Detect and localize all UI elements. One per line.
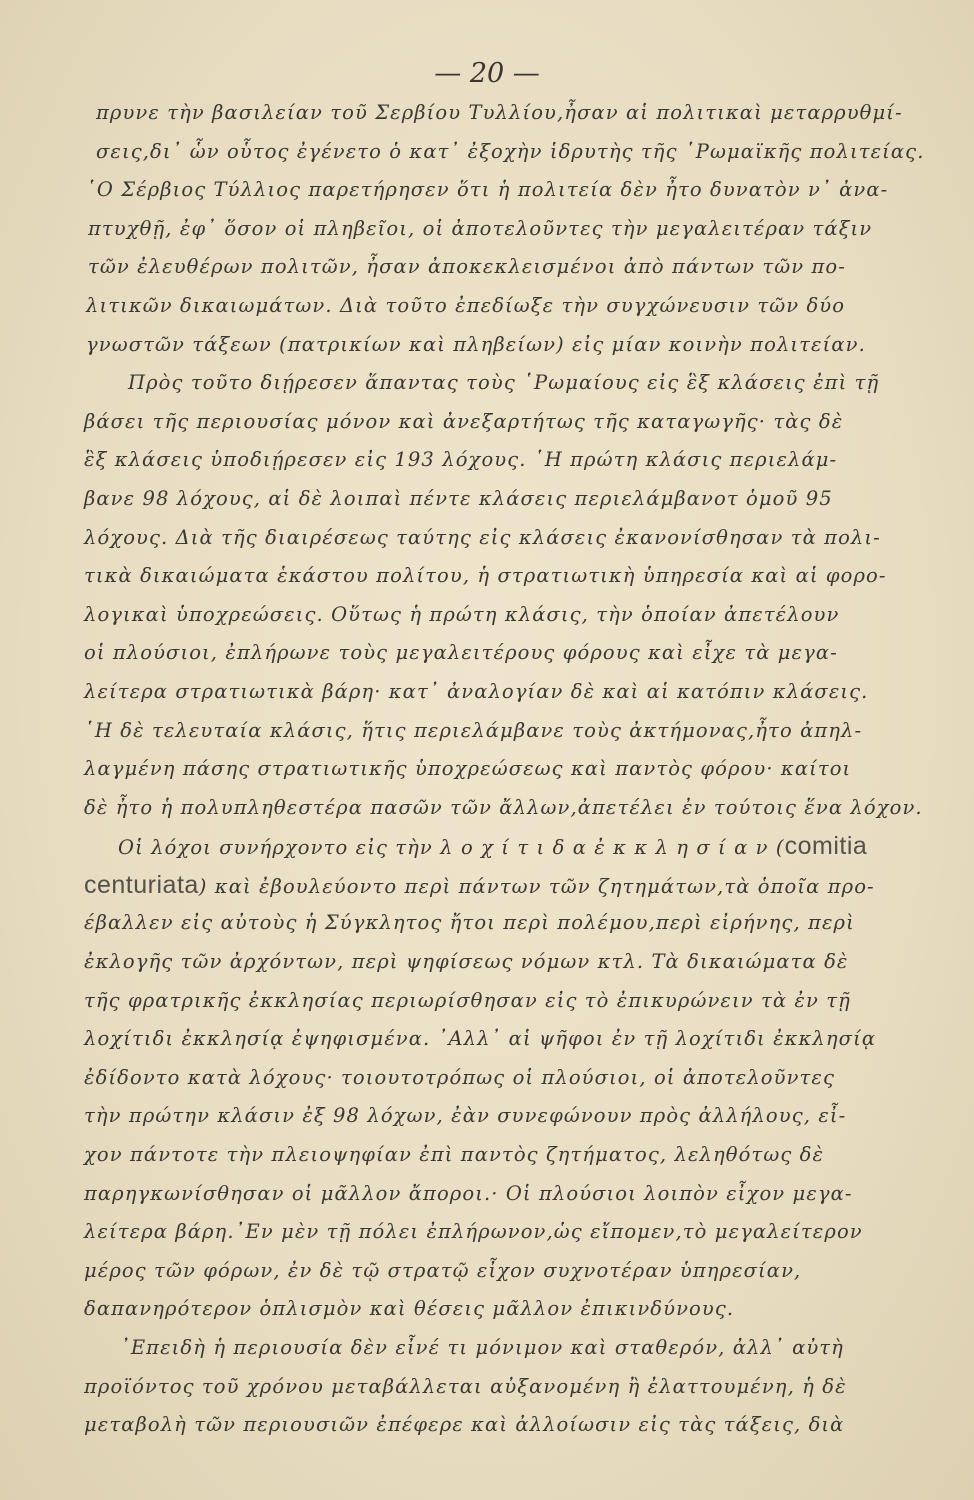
line-text: ἓξ κλάσεις ὑποδιῄρεσεν εἰς 193 λόχους. ῾Η πρώτη κλάσις περιελάμ- (84, 448, 838, 472)
text-line (76, 326, 926, 365)
line-text: λογικαὶ ὑποχρεώσεις. Οὕτως ἡ πρώτη κλάσις, τὴν ὁποίαν ἀπετέλουν (84, 602, 840, 626)
line-text: ᾿Επειδὴ ἡ περιουσία δὲν εἶνέ τι μόνιμον καὶ σταθερόν, ἀλλ᾽ αὐτὴ (120, 1336, 844, 1359)
line-text: λείτερα στρατιωτικὰ βάρη· κατ᾽ ἀναλογίαν δὲ καὶ αἱ κατόπιν κλάσεις. (84, 679, 869, 703)
text-line (76, 1097, 926, 1136)
text-line (76, 248, 926, 287)
line-text: τὴν πρώτην κλάσιν ἐξ 98 λόχων, ἐὰν συνεφώνουν πρὸς ἀλλήλους, εἶ- (84, 1104, 847, 1128)
text-line (76, 634, 926, 673)
line-text: ἐκλογῆς τῶν ἀρχόντων, περὶ ψηφίσεως νόμων κτλ. Τὰ δικαιώματα δὲ (84, 950, 849, 974)
text-line (76, 171, 926, 210)
text-line (76, 1213, 926, 1252)
line-text: βανε 98 λόχους, αἱ δὲ λοιπαὶ πέντε κλάσεις περιελάμβανοτ ὁμοῦ 95 (84, 486, 833, 510)
body-text (76, 94, 926, 1445)
line-text: ) καὶ ἐβουλεύοντο περὶ πάντων τῶν ζητημάτων,τὰ ὁποῖα προ- (198, 874, 875, 898)
line-text: προϊόντος τοῦ χρόνου μεταβάλλεται αὐξανομένη ἢ ἐλαττουμένη, ἡ δὲ (84, 1374, 847, 1398)
line-text: βάσει τῆς περιουσίας μόνον καὶ ἀνεξαρτήτως τῆς καταγωγῆς· τὰς δὲ (84, 409, 844, 433)
line-text: πρυνε τὴν βασιλείαν τοῦ Σερβίου Τυλλίου,ἦσαν αἱ πολιτικαὶ μεταρρυθμί- (96, 101, 903, 124)
text-line (76, 1252, 926, 1291)
text-line (76, 712, 926, 751)
line-text: μεταβολὴ τῶν περιουσιῶν ἐπέφερε καὶ ἀλλοίωσιν εἰς τὰς τάξεις, διὰ (84, 1413, 845, 1437)
text-line (76, 519, 926, 558)
line-text: οἱ πλούσιοι, ἐπλήρωνε τοὺς μεγαλειτέρους φόρους καὶ εἶχε τὰ μεγα- (84, 641, 838, 665)
text-line (76, 596, 926, 635)
text-line (76, 94, 926, 133)
text-line (76, 1175, 926, 1214)
line-text: τῆς φρατρικῆς ἐκκλησίας περιωρίσθησαν εἰς τὸ ἐπικυρώνειν τὰ ἐν τῇ (84, 988, 851, 1012)
line-text: λαγμένη πάσης στρατιωτικῆς ὑποχρεώσεως καὶ παντὸς φόρου· καίτοι (84, 757, 852, 781)
text-line (76, 904, 926, 943)
line-text: παρηγκωνίσθησαν οἱ μᾶλλον ἄποροι.· Οἱ πλούσιοι λοιπὸν εἶχον μεγα- (84, 1181, 853, 1205)
text-line (76, 1406, 926, 1445)
line-text: λείτερα βάρη.᾽Εν μὲν τῇ πόλει ἐπλήρωνον,ὡς εἴπομεν,τὸ μεγαλείτερον (84, 1220, 863, 1244)
text-line (76, 943, 926, 982)
line-text: λιτικῶν δικαιωμάτων. Διὰ τοῦτο ἐπεδίωξε τὴν συγχώνευσιν τῶν δύο (86, 293, 846, 317)
text-line (76, 1368, 926, 1407)
text-line (76, 403, 926, 442)
text-line (76, 1020, 926, 1059)
text-line (76, 557, 926, 596)
text-line (76, 673, 926, 712)
page-number: — 20 — (434, 58, 540, 89)
text-line (76, 866, 926, 905)
line-text: ῾Η δὲ τελευταία κλάσις, ἥτις περιελάμβανε τοὺς ἀκτήμονας,ἦτο ἀπηλ- (84, 718, 863, 742)
latin-term: centuriata (84, 870, 199, 899)
line-text: δαπανηρότερον ὁπλισμὸν καὶ θέσεις μᾶλλον ἐπικινδύνους. (84, 1297, 735, 1321)
text-line (76, 441, 926, 480)
line-text: δὲ ἦτο ἡ πολυπληθεστέρα πασῶν τῶν ἄλλων,ἀπετέλει ἐν τούτοις ἕνα λόχον. (84, 795, 923, 819)
line-text: λόχους. Διὰ τῆς διαιρέσεως ταύτης εἰς κλάσεις ἐκανονίσθησαν τὰ πολι- (84, 525, 881, 549)
line-text: τῶν ἐλευθέρων πολιτῶν, ἦσαν ἀποκεκλεισμένοι ἀπὸ πάντων τῶν πο- (88, 255, 846, 279)
text-line (76, 1290, 926, 1329)
line-text: σεις,δι᾽ ὧν οὗτος ἐγένετο ὁ κατ᾽ ἐξοχὴν ἱδρυτὴς τῆς ῾Ρωμαϊκῆς πολιτείας. (96, 139, 925, 163)
text-line (76, 480, 926, 519)
text-line (76, 364, 926, 403)
line-text: πτυχθῇ, ἐφ᾽ ὅσον οἱ πληβεῖοι, οἱ ἀποτελοῦντες τὴν μεγαλειτέραν τάξιν (88, 216, 873, 240)
line-text: τικὰ δικαιώματα ἑκάστου πολίτου, ἡ στρατιωτικὴ ὑπηρεσία καὶ αἱ φορο- (84, 564, 887, 588)
text-line (76, 210, 926, 249)
latin-term: comitia (784, 832, 868, 861)
text-line (76, 287, 926, 326)
text-line (76, 1059, 926, 1098)
line-text: ἐδίδοντο κατὰ λόχους· τοιουτοτρόπως οἱ πλούσιοι, οἱ ἀποτελοῦντες (84, 1065, 836, 1089)
line-text: έβαλλεν εἰς αὐτοὺς ἡ Σύγκλητος ἤτοι περὶ πολέμου,περὶ εἰρήνης, περὶ (84, 911, 855, 935)
text-line (76, 827, 926, 866)
line-text: χον πάντοτε τὴν πλειοψηφίαν ἐπὶ παντὸς ζητήματος, λεληθότως δὲ (84, 1143, 825, 1167)
text-line (76, 789, 926, 828)
text-line (76, 1329, 926, 1368)
line-text: γνωστῶν τάξεων (πατρικίων καὶ πληβείων) εἰς μίαν κοινὴν πολιτείαν. (86, 332, 866, 356)
text-line (76, 750, 926, 789)
text-line (76, 133, 926, 172)
line-text: Οἱ λόχοι συνήρχοντο εἰς τὴν λ ο χ ί τ ι δ α ἐ κ κ λ η σ ί α ν ( (118, 836, 785, 860)
text-line (76, 1136, 926, 1175)
line-text: μέρος τῶν φόρων, ἐν δὲ τῷ στρατῷ εἶχον συχνοτέραν ὑπηρεσίαν, (84, 1258, 802, 1282)
text-line (76, 982, 926, 1021)
line-text: ῾Ο Σέρβιος Τύλλιος παρετήρησεν ὅτι ἡ πολιτεία δὲν ἦτο δυνατὸν ν᾽ ἀνα- (86, 178, 889, 202)
line-text: λοχίτιδι ἐκκλησίᾳ ἐψηφισμένα. ᾿Αλλ᾽ αἱ ψῆφοι ἐν τῇ λοχίτιδι ἐκκλησίᾳ (84, 1027, 877, 1051)
line-text: Πρὸς τοῦτο διῄρεσεν ἅπαντας τοὺς ῾Ρωμαίους εἰς ἓξ κλάσεις ἐπὶ τῇ (128, 371, 880, 395)
